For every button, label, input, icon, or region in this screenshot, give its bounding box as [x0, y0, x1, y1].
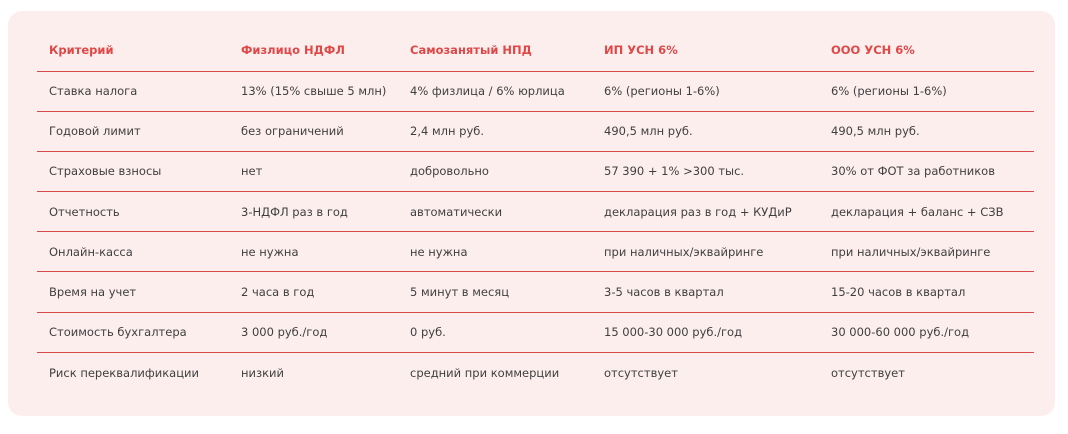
table-cell: 2 часа в год [229, 272, 398, 312]
table-cell: отсутствует [604, 365, 678, 380]
table-cell: 13% (15% свыше 5 млн) [229, 71, 398, 111]
table-cell: 490,5 млн руб. [592, 111, 819, 151]
table-cell: 3-НДФЛ раз в год [229, 192, 398, 232]
table-header-row [37, 30, 1034, 71]
table-row [37, 312, 1034, 352]
comparison-card [8, 11, 1055, 416]
table-cell: 6% (регионы 1-6%) [819, 71, 1034, 111]
header-ooo-usn: ООО УСН 6% [819, 30, 1034, 71]
table-cell: 5 минут в месяц [398, 272, 592, 312]
table-row [37, 192, 1034, 232]
table-cell: Годовой лимит [37, 111, 229, 151]
table-cell: 30% от ФОТ за работников [819, 151, 1034, 191]
header-individual-ndfl: Физлицо НДФЛ [229, 30, 398, 71]
table-cell: декларация раз в год + КУДиР [592, 192, 819, 232]
header-ip-usn: ИП УСН 6% [592, 30, 819, 71]
table-cell: 3-5 часов в квартал [592, 272, 819, 312]
table-row [37, 352, 1034, 392]
table-cell: Время на учет [37, 272, 229, 312]
table-cell: Стоимость бухгалтера [37, 312, 229, 352]
table-cell: средний при коммерции [410, 365, 560, 380]
table-cell: 490,5 млн руб. [819, 111, 1034, 151]
table-cell: не нужна [229, 232, 398, 272]
table-cell: 4% физлица / 6% юрлица [398, 71, 592, 111]
table-cell: нет [229, 151, 398, 191]
table-row [37, 151, 1034, 191]
table-cell: декларация + баланс + СЗВ [819, 192, 1034, 232]
table-cell: не нужна [398, 232, 592, 272]
table-cell: без ограничений [229, 111, 398, 151]
header-criterion: Критерий [37, 30, 229, 71]
table-cell: 3 000 руб./год [229, 312, 398, 352]
table-cell: 2,4 млн руб. [398, 111, 592, 151]
table-cell: Риск переквалификации [49, 365, 199, 380]
table-row [37, 111, 1034, 151]
table-cell: отсутствует [831, 365, 905, 380]
tax-regime-comparison-table [37, 30, 1034, 393]
table-cell: при наличных/эквайринге [819, 232, 1034, 272]
table-row [37, 71, 1034, 111]
table-cell: Страховые взносы [37, 151, 229, 191]
table-cell: автоматически [398, 192, 592, 232]
table-cell: 15 000-30 000 руб./год [592, 312, 819, 352]
table-cell: 30 000-60 000 руб./год [819, 312, 1034, 352]
table-cell: Ставка налога [37, 71, 229, 111]
table-cell: при наличных/эквайринге [592, 232, 819, 272]
table-cell: 6% (регионы 1-6%) [592, 71, 819, 111]
table-cell: Онлайн-касса [37, 232, 229, 272]
table-cell: 15-20 часов в квартал [819, 272, 1034, 312]
header-self-employed-npd: Самозанятый НПД [398, 30, 592, 71]
table-cell: Отчетность [37, 192, 229, 232]
table-cell: добровольно [398, 151, 592, 191]
table-cell: низкий [241, 365, 285, 380]
table-cell: 57 390 + 1% >300 тыс. [592, 151, 819, 191]
table-row [37, 272, 1034, 312]
table-row [37, 232, 1034, 272]
table-cell: 0 руб. [398, 312, 592, 352]
